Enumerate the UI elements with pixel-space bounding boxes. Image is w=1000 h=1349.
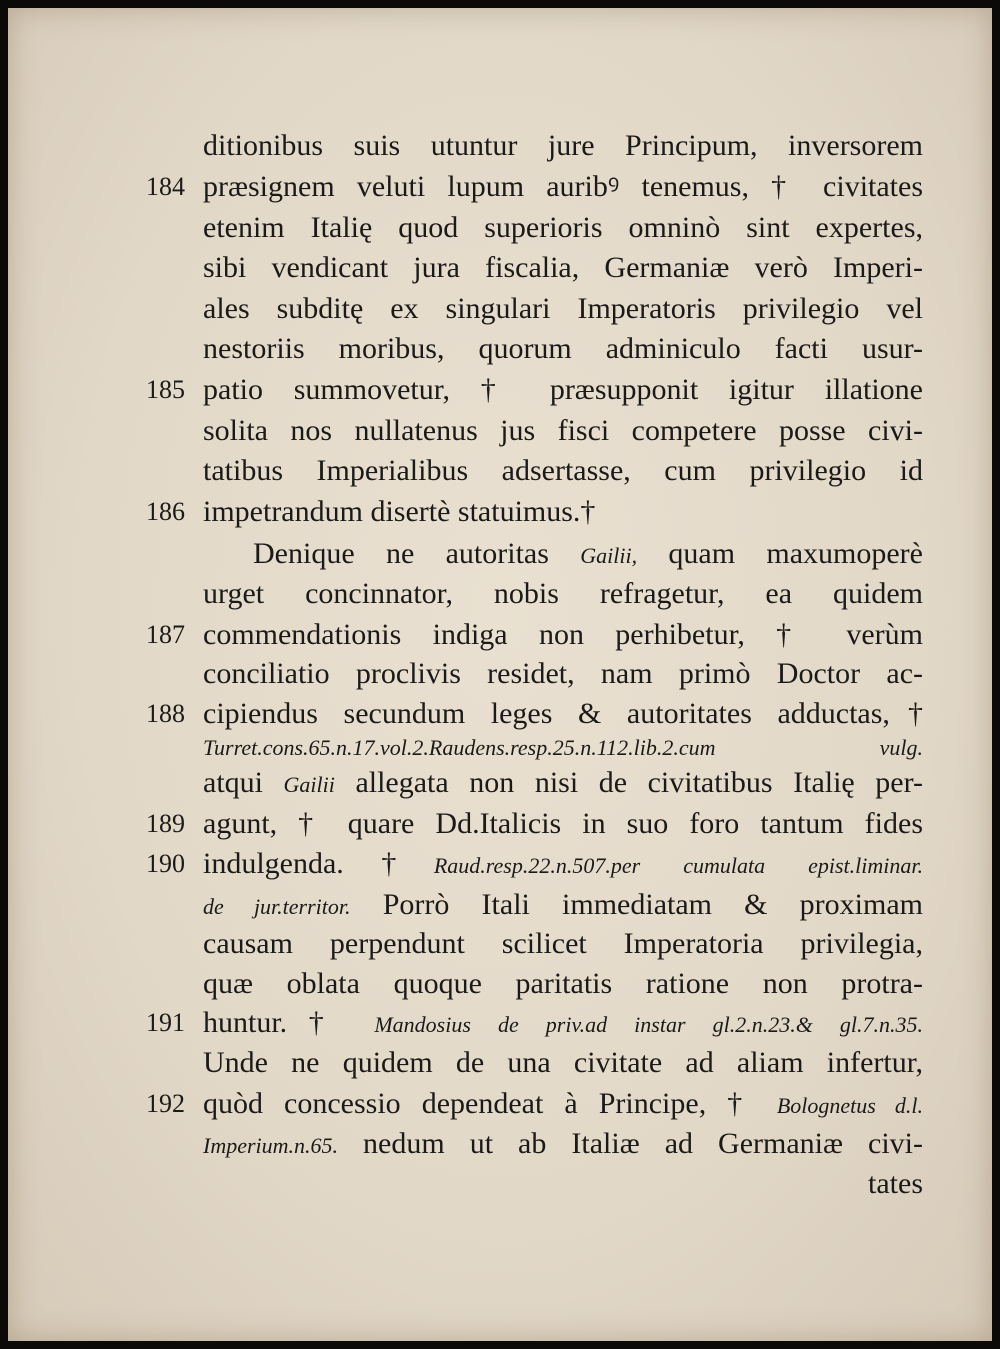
margin-number: 187 (146, 620, 185, 649)
citation-line: Turret.cons.65.n.17.vol.2.Raudens.resp.25.n.112.lib.2.cum vulg. (203, 735, 923, 760)
margin-number: 192 (146, 1089, 185, 1118)
text-run-italic: Mandosius de priv.ad instar gl.2.n.23.& gl.7.n.35. (374, 1012, 923, 1037)
text-line: cipiendus secundum leges & autoritates adductas,† (203, 697, 923, 730)
text-run: nedum ut ab Italiæ ad Germaniæ civi- (338, 1127, 923, 1160)
text-line: præsignem veluti lupum auribꝰ tenemus, † civitates (203, 170, 923, 203)
text-run: Porrò Itali immediatam & proximam (350, 888, 923, 921)
text-line: quæ oblata quoque paritatis ratione non protra- (203, 967, 923, 1000)
margin-number: 189 (146, 809, 185, 838)
text-run-italic: Raud.resp.22.n.507.per cumulata epist.liminar. (433, 853, 923, 878)
text-run-italic: Gailii (283, 772, 335, 797)
margin-number: 188 (146, 699, 185, 728)
text-run: atqui (203, 766, 284, 799)
text-run: Denique ne autoritas (253, 537, 581, 570)
text-line: ditionibus suis utuntur jure Principum, inversorem (203, 129, 923, 162)
catchword: tates (868, 1167, 923, 1200)
text-line (203, 763, 923, 803)
text-run-italic: Imperium.n.65. (203, 1133, 339, 1158)
margin-number: 186 (146, 497, 185, 526)
text-line: agunt, † quare Dd.Italicis in suo foro tantum fides (203, 807, 923, 840)
text-line: solita nos nullatenus jus fisci competere posse civi- (203, 414, 923, 447)
text-line: urget concinnator, nobis refragetur, ea quidem (203, 577, 923, 610)
margin-number: 184 (146, 172, 185, 201)
text-line: tatibus Imperialibus adsertasse, cum privilegio id (203, 454, 923, 487)
text-line: etenim Italię quod superioris omninò sint expertes, (203, 211, 923, 244)
text-line (203, 1003, 923, 1043)
text-line: sibi vendicant jura fiscalia, Germaniæ verò Imperi- (203, 251, 923, 284)
margin-number: 185 (146, 375, 185, 404)
text-line: Unde ne quidem de una civitate ad aliam infertur, (203, 1046, 923, 1079)
text-line: nestoriis moribus, quorum adminiculo facti usur- (203, 332, 923, 365)
text-run-italic: Bolognetus d.l. (776, 1093, 923, 1118)
margin-number: 190 (146, 849, 185, 878)
text-run: huntur.† (203, 1006, 375, 1039)
text-block (8, 8, 992, 1341)
text-run: quam maxumoperè (637, 537, 923, 570)
text-line: ales subditę ex singulari Imperatoris privilegio vel (203, 292, 923, 325)
text-run: allegata non nisi de civitatibus Italię per- (334, 766, 923, 799)
text-run-italic: Gailii, (580, 543, 638, 568)
text-run: quòd concessio dependeat à Principe, † (203, 1087, 777, 1120)
text-line: patio summovetur, † præsupponit igitur illatione (203, 373, 923, 406)
text-line (203, 1124, 923, 1164)
margin-number: 191 (146, 1008, 185, 1037)
text-line: impetrandum disertè statuimus.† (203, 495, 596, 528)
text-run: indulgenda.† (203, 847, 434, 880)
text-line (203, 885, 923, 925)
text-line: commendationis indiga non perhibetur, † verùm (203, 618, 923, 651)
text-run-italic: de jur.territor. (203, 894, 351, 919)
text-line: conciliatio proclivis residet, nam primò Doctor ac- (203, 657, 923, 690)
text-line (203, 1084, 923, 1124)
text-line: causam perpendunt scilicet Imperatoria privilegia, (203, 927, 923, 960)
text-line (253, 534, 923, 574)
text-line (203, 844, 923, 884)
book-page (8, 8, 992, 1341)
